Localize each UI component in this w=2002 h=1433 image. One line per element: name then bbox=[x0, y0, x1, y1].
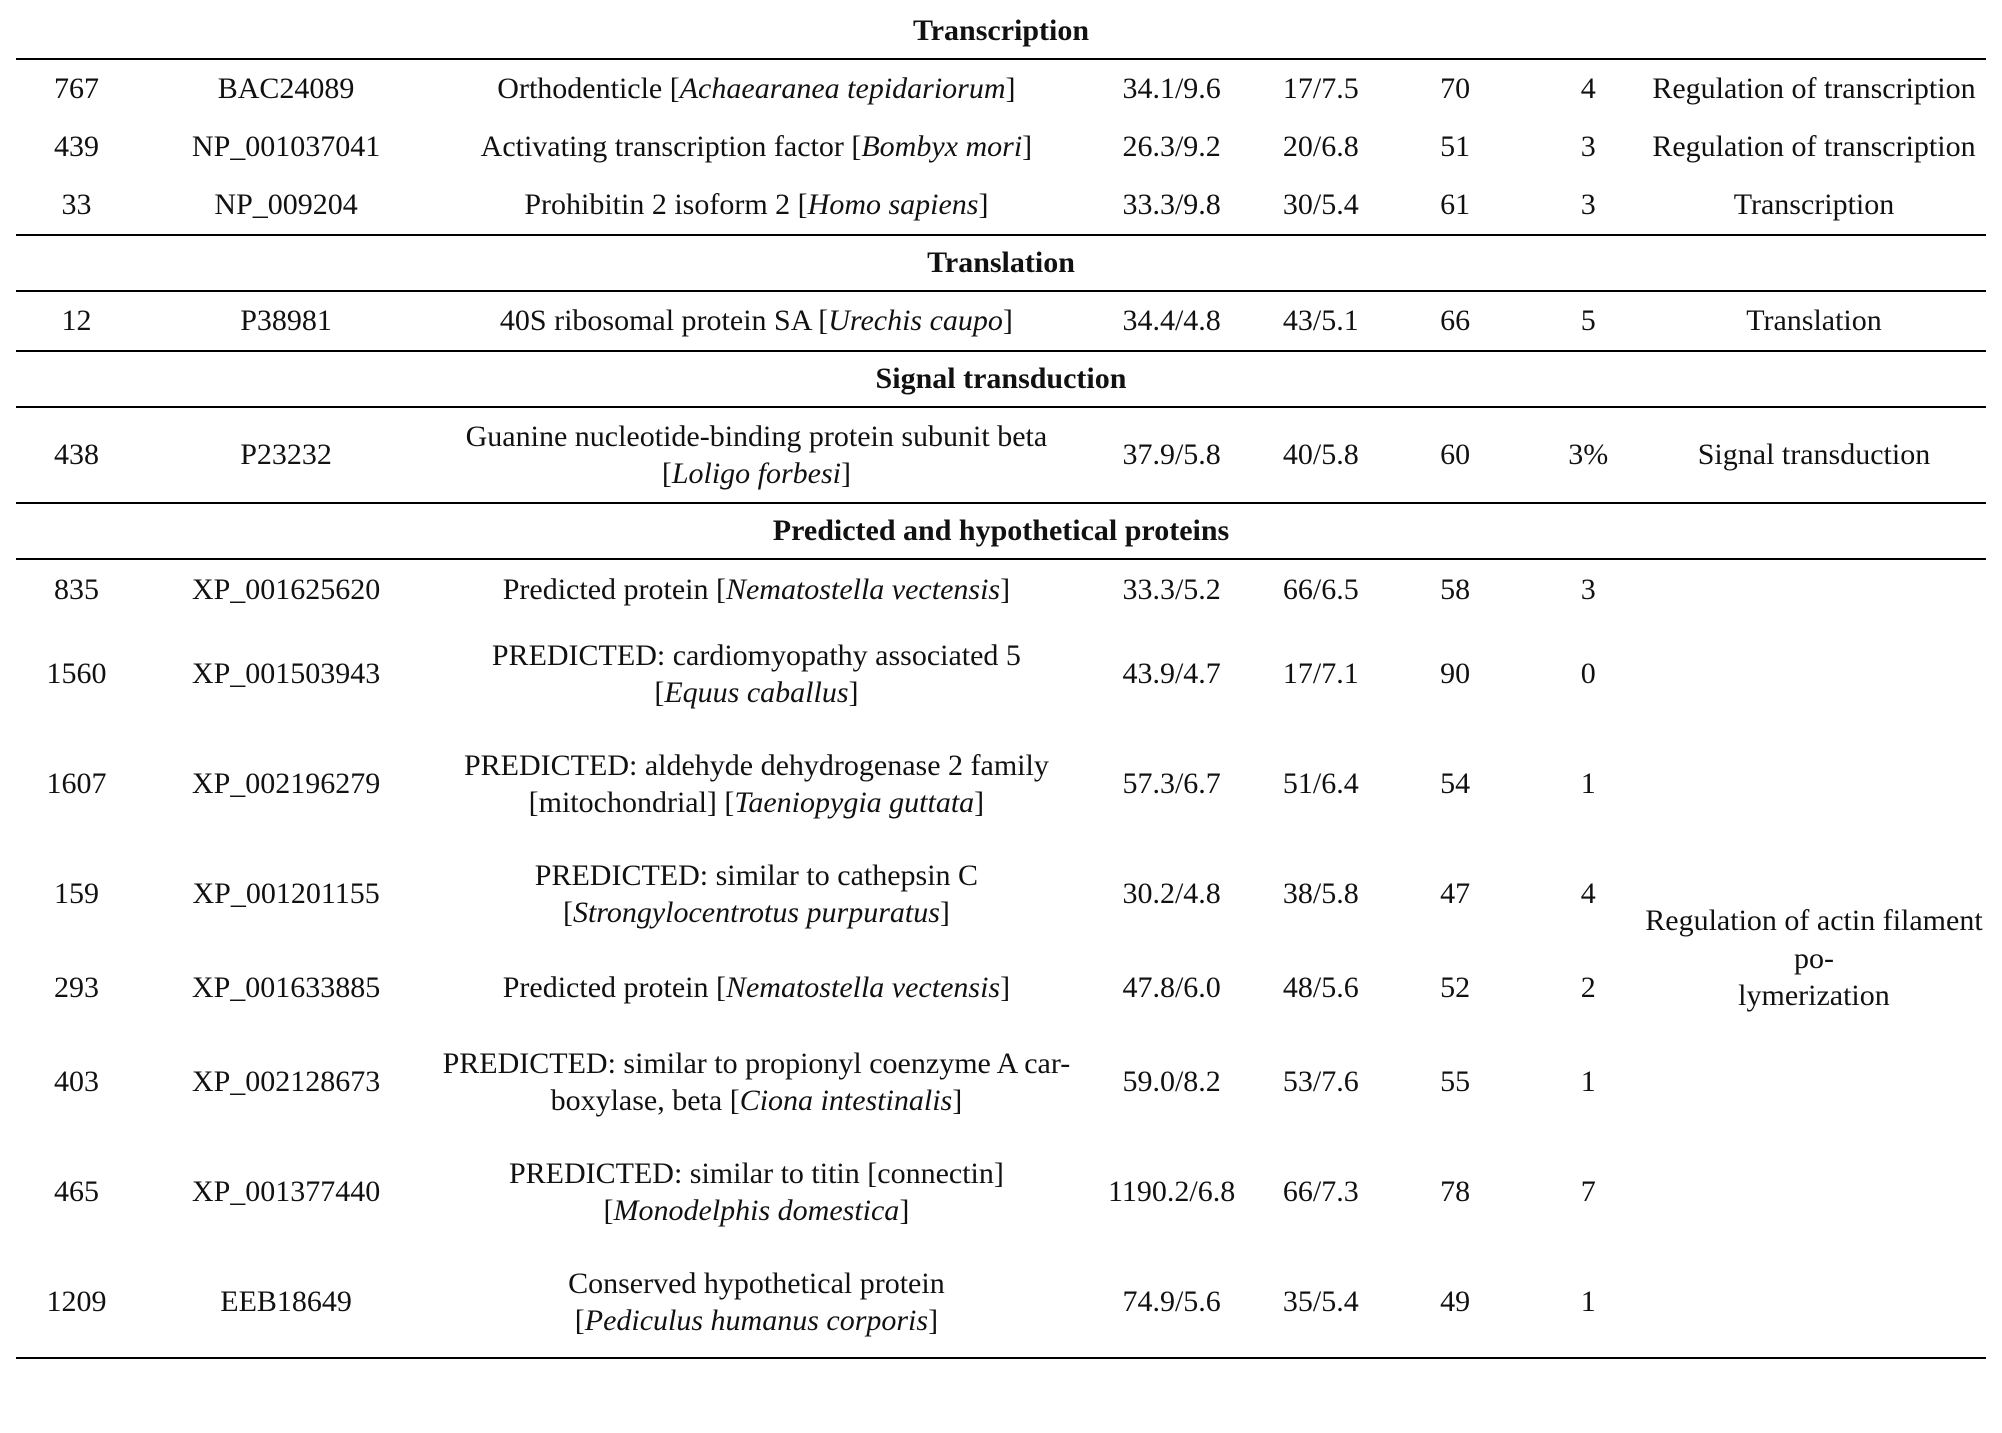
bracket-close: ] bbox=[848, 676, 859, 709]
protein-name: PREDICTED: similar to propionyl coenzyme A car- bbox=[442, 1046, 1071, 1080]
organism-name: Nematostella vectensis bbox=[725, 971, 1001, 1005]
experimental-mw-pi-cell: 66/6.5 bbox=[1282, 572, 1359, 606]
score-cell: 66 bbox=[1376, 291, 1535, 351]
section-header bbox=[16, 4, 1986, 59]
accession-cell: EEB18649 bbox=[137, 1247, 435, 1358]
experimental-mw-pi-cell: 51/6.4 bbox=[1282, 767, 1359, 801]
score-cell: 54 bbox=[1440, 767, 1471, 801]
table-row bbox=[16, 407, 1986, 503]
experimental-mw-pi-cell: 66/7.3 bbox=[1282, 1175, 1359, 1209]
section-title: Predicted and hypothetical proteins bbox=[16, 503, 1986, 559]
bracket-close: ] bbox=[928, 1304, 939, 1337]
peptides-cell: 4 bbox=[1580, 72, 1596, 106]
score-cell: 52 bbox=[1440, 971, 1471, 1005]
organism-name: Nematostella vectensis bbox=[725, 572, 1001, 606]
organism-name: Ciona intestinalis bbox=[739, 1084, 953, 1117]
section-title: Signal transduction bbox=[16, 351, 1986, 407]
peptides-cell: 3 bbox=[1534, 176, 1642, 235]
bracket-close: ] bbox=[1005, 72, 1016, 106]
section-header bbox=[16, 503, 1986, 559]
bracket-open: [ bbox=[654, 676, 665, 709]
bracket-open: [ bbox=[661, 457, 672, 490]
protein-name-cell bbox=[435, 291, 1077, 351]
organism-name: Taeniopygia guttata bbox=[734, 786, 975, 819]
accession-cell: XP_002196279 bbox=[191, 767, 381, 801]
experimental-mw-pi-cell: 48/5.6 bbox=[1282, 971, 1359, 1005]
bracket-close: ] bbox=[841, 457, 852, 490]
protein-name-cell bbox=[435, 729, 1077, 839]
theoretical-mw-pi-cell: 26.3/9.2 bbox=[1122, 130, 1221, 164]
score-cell: 47 bbox=[1440, 877, 1471, 911]
organism-name: Loligo forbesi bbox=[671, 457, 842, 490]
experimental-mw-pi-cell: 17/7.5 bbox=[1282, 72, 1359, 106]
organism-name: Urechis caupo bbox=[828, 304, 1003, 338]
section-title: Translation bbox=[16, 235, 1986, 291]
protein-name: Predicted protein [ bbox=[502, 971, 726, 1005]
accession-cell: XP_001377440 bbox=[191, 1175, 381, 1209]
accession-cell: XP_001633885 bbox=[191, 971, 381, 1005]
protein-name: Guanine nucleotide-binding protein subunit beta bbox=[465, 419, 1048, 453]
bracket-close: ] bbox=[1002, 304, 1013, 338]
score-cell: 61 bbox=[1376, 176, 1535, 235]
experimental-mw-pi-cell: 20/6.8 bbox=[1282, 130, 1359, 164]
experimental-mw-pi-cell: 30/5.4 bbox=[1266, 176, 1376, 235]
protein-name-cell bbox=[435, 118, 1077, 176]
bracket-close: ] bbox=[974, 786, 985, 819]
bracket-open: [mitochondrial] [ bbox=[528, 786, 735, 819]
peptides-cell: 4 bbox=[1580, 877, 1596, 911]
table-row bbox=[16, 118, 1986, 176]
bracket-close: ] bbox=[1022, 130, 1033, 164]
score-cell: 58 bbox=[1440, 572, 1471, 606]
protein-name: Predicted protein [ bbox=[502, 572, 726, 606]
score-cell: 51 bbox=[1440, 130, 1471, 164]
organism-name: Bombyx mori bbox=[861, 130, 1023, 164]
protein-name: Conserved hypothetical protein bbox=[568, 1266, 945, 1300]
organism-name: Achaearanea tepidariorum bbox=[679, 72, 1006, 106]
theoretical-mw-pi-cell: 1190.2/6.8 bbox=[1108, 1175, 1236, 1209]
accession-cell: BAC24089 bbox=[217, 72, 355, 106]
function-cell: Signal transduction bbox=[1642, 407, 1986, 503]
accession-cell: P23232 bbox=[137, 407, 435, 503]
theoretical-mw-pi-cell: 33.3/5.2 bbox=[1122, 572, 1221, 606]
theoretical-mw-pi-cell: 59.0/8.2 bbox=[1122, 1065, 1221, 1099]
protein-name-cell bbox=[435, 839, 1077, 949]
peptides-cell: 3 bbox=[1580, 572, 1596, 606]
protein-name: Orthodenticle [ bbox=[497, 72, 680, 106]
accession-cell: XP_001201155 bbox=[192, 877, 380, 911]
protein-name-cell bbox=[435, 559, 1077, 619]
theoretical-mw-pi-cell: 57.3/6.7 bbox=[1122, 767, 1221, 801]
bracket-open: [ bbox=[562, 896, 573, 929]
peptides-cell: 0 bbox=[1580, 657, 1596, 691]
peptides-cell: 3 bbox=[1580, 130, 1596, 164]
bracket-close: ] bbox=[1000, 572, 1011, 606]
protein-table bbox=[16, 4, 1986, 1359]
accession-cell: NP_009204 bbox=[137, 176, 435, 235]
protein-name-cell bbox=[435, 949, 1077, 1027]
accession-cell: P38981 bbox=[137, 291, 435, 351]
score-cell: 60 bbox=[1376, 407, 1535, 503]
function-cell: Translation bbox=[1642, 291, 1986, 351]
experimental-mw-pi-cell: 40/5.8 bbox=[1266, 407, 1376, 503]
section-header bbox=[16, 235, 1986, 291]
bracket-close: ] bbox=[939, 896, 950, 929]
table-row bbox=[16, 559, 1986, 619]
spot-cell: 439 bbox=[53, 130, 99, 164]
spot-cell: 12 bbox=[16, 291, 137, 351]
theoretical-mw-pi-cell: 30.2/4.8 bbox=[1122, 877, 1221, 911]
score-cell: 70 bbox=[1440, 72, 1471, 106]
score-cell: 49 bbox=[1376, 1247, 1535, 1358]
spot-cell: 403 bbox=[53, 1065, 99, 1099]
spot-cell: 1209 bbox=[16, 1247, 137, 1358]
accession-cell: XP_001503943 bbox=[191, 657, 381, 691]
protein-name-cell bbox=[435, 1247, 1077, 1358]
theoretical-mw-pi-cell: 37.9/5.8 bbox=[1078, 407, 1266, 503]
protein-name: PREDICTED: cardiomyopathy associated 5 bbox=[491, 638, 1021, 672]
organism-name: Monodelphis domestica bbox=[613, 1194, 900, 1227]
protein-name: PREDICTED: similar to cathepsin C bbox=[534, 858, 979, 892]
spot-cell: 1560 bbox=[46, 657, 107, 691]
experimental-mw-pi-cell: 17/7.1 bbox=[1282, 657, 1359, 691]
function-line-1: Regulation of actin filament po- bbox=[1645, 904, 1983, 975]
experimental-mw-pi-cell: 38/5.8 bbox=[1282, 877, 1359, 911]
score-cell: 55 bbox=[1440, 1065, 1471, 1099]
accession-cell: NP_001037041 bbox=[191, 130, 381, 164]
bracket-open: [ bbox=[574, 1304, 585, 1337]
accession-cell: XP_001625620 bbox=[191, 572, 381, 606]
bracket-close: ] bbox=[899, 1194, 910, 1227]
experimental-mw-pi-cell: 43/5.1 bbox=[1266, 291, 1376, 351]
experimental-mw-pi-cell: 35/5.4 bbox=[1266, 1247, 1376, 1358]
spot-cell: 438 bbox=[16, 407, 137, 503]
function-cell bbox=[1642, 559, 1986, 1358]
organism-name: Equus caballus bbox=[664, 676, 849, 709]
peptides-cell: 1 bbox=[1580, 767, 1596, 801]
organism-name: Homo sapiens bbox=[807, 188, 979, 222]
peptides-cell: 1 bbox=[1580, 1065, 1596, 1099]
protein-name-cell bbox=[435, 1137, 1077, 1247]
spot-cell: 159 bbox=[53, 877, 99, 911]
section-header bbox=[16, 351, 1986, 407]
bracket-open: [ bbox=[603, 1194, 614, 1227]
protein-name-cell bbox=[435, 619, 1077, 729]
theoretical-mw-pi-cell: 34.4/4.8 bbox=[1078, 291, 1266, 351]
peptides-cell: 2 bbox=[1580, 971, 1596, 1005]
theoretical-mw-pi-cell: 33.3/9.8 bbox=[1078, 176, 1266, 235]
bracket-close: ] bbox=[1000, 971, 1011, 1005]
protein-name: PREDICTED: aldehyde dehydrogenase 2 family bbox=[463, 748, 1049, 782]
protein-name: Activating transcription factor [ bbox=[480, 130, 862, 164]
protein-name-cell bbox=[435, 1027, 1077, 1137]
protein-name-cell bbox=[435, 59, 1077, 118]
experimental-mw-pi-cell: 53/7.6 bbox=[1282, 1065, 1359, 1099]
function-line-2: lymerization bbox=[1738, 979, 1890, 1013]
organism-name: Strongylocentrotus purpuratus bbox=[572, 896, 940, 929]
spot-cell: 1607 bbox=[46, 767, 107, 801]
peptides-cell: 1 bbox=[1534, 1247, 1642, 1358]
bracket-close: ] bbox=[952, 1084, 963, 1117]
score-cell: 90 bbox=[1440, 657, 1471, 691]
protein-name-cell bbox=[435, 176, 1077, 235]
table-row bbox=[16, 59, 1986, 118]
theoretical-mw-pi-cell: 74.9/5.6 bbox=[1078, 1247, 1266, 1358]
function-cell: Regulation of transcription bbox=[1652, 130, 1976, 164]
protein-name-cell bbox=[435, 407, 1077, 503]
spot-cell: 33 bbox=[16, 176, 137, 235]
spot-cell: 293 bbox=[53, 971, 99, 1005]
protein-name: PREDICTED: similar to titin [connectin] bbox=[508, 1156, 1004, 1190]
accession-cell: XP_002128673 bbox=[191, 1065, 381, 1099]
protein-name: Prohibitin 2 isoform 2 [ bbox=[524, 188, 808, 222]
function-cell: Regulation of transcription bbox=[1652, 72, 1976, 106]
function-cell: Transcription bbox=[1642, 176, 1986, 235]
spot-cell: 767 bbox=[53, 72, 99, 106]
theoretical-mw-pi-cell: 34.1/9.6 bbox=[1122, 72, 1221, 106]
protein-name: 40S ribosomal protein SA [ bbox=[499, 304, 829, 338]
peptides-cell: 5 bbox=[1534, 291, 1642, 351]
theoretical-mw-pi-cell: 43.9/4.7 bbox=[1122, 657, 1221, 691]
score-cell: 78 bbox=[1440, 1175, 1471, 1209]
bracket-close: ] bbox=[978, 188, 989, 222]
section-title: Transcription bbox=[16, 4, 1986, 59]
peptides-cell: 7 bbox=[1580, 1175, 1596, 1209]
organism-name: Pediculus humanus corporis bbox=[584, 1304, 929, 1337]
spot-cell: 835 bbox=[53, 572, 99, 606]
table-row bbox=[16, 176, 1986, 235]
table-row bbox=[16, 291, 1986, 351]
spot-cell: 465 bbox=[53, 1175, 99, 1209]
peptides-cell: 3% bbox=[1534, 407, 1642, 503]
bracket-open: boxylase, beta [ bbox=[550, 1084, 740, 1117]
theoretical-mw-pi-cell: 47.8/6.0 bbox=[1122, 971, 1221, 1005]
